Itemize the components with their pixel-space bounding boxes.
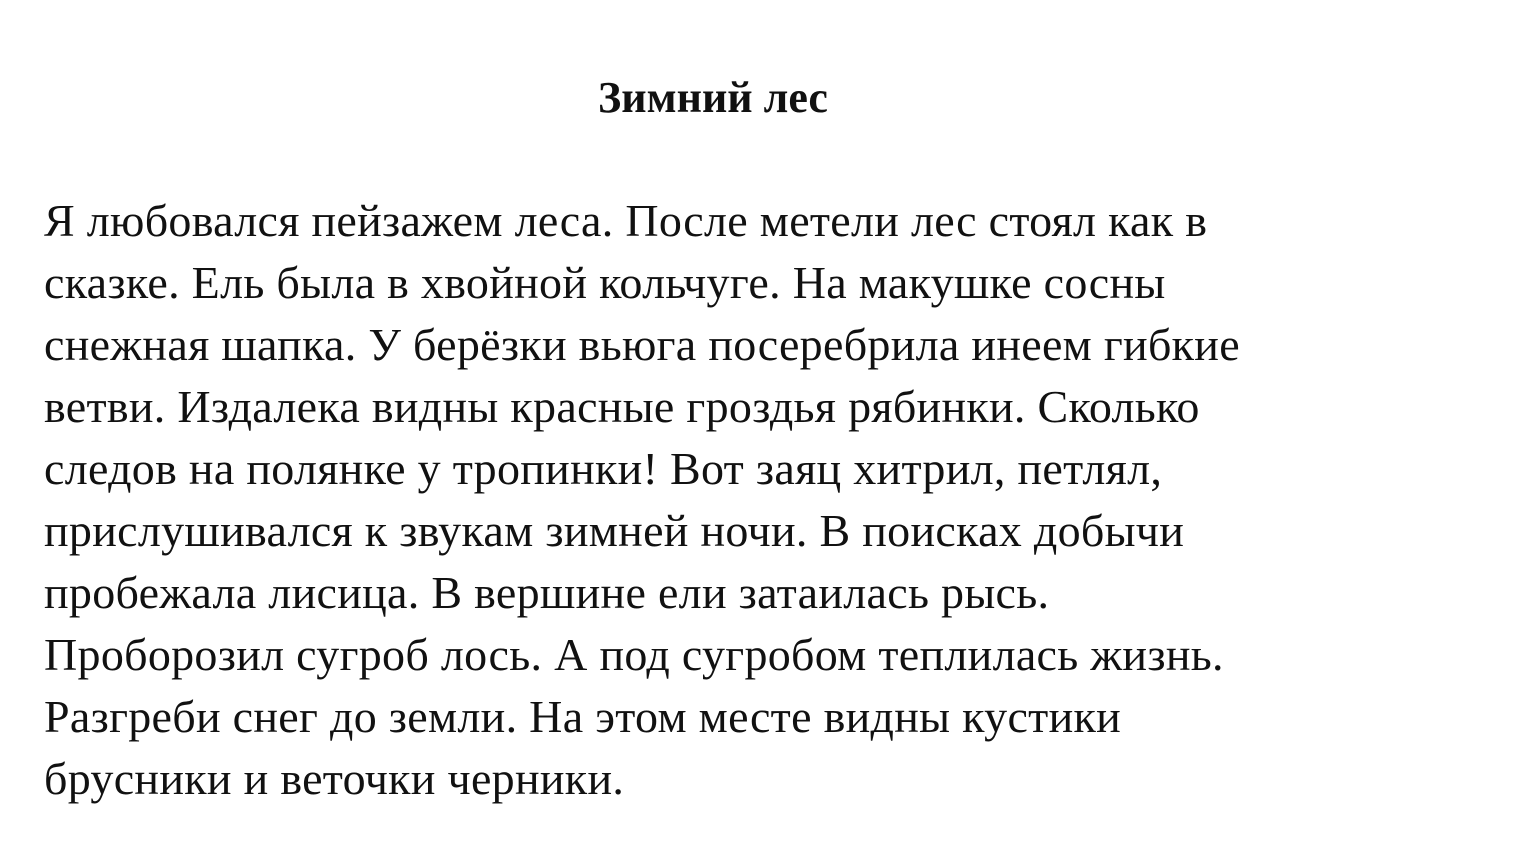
- text-line: прислушивался к звукам зимней ночи. В поисках добычи: [44, 505, 1185, 556]
- text-line: Разгреби снег до земли. На этом месте видны кустики: [44, 691, 1122, 742]
- text-line: Я любовался пейзажем леса. После метели лес стоял как в: [44, 195, 1208, 246]
- text-line: пробежала лисица. В вершине ели затаилась рысь.: [44, 567, 1050, 618]
- text-line: следов на полянке у тропинки! Вот заяц хитрил, петлял,: [44, 443, 1163, 494]
- text-line: сказке. Ель была в хвойной кольчуге. На макушке сосны: [44, 257, 1166, 308]
- document-title: Зимний лес: [598, 73, 828, 122]
- text-line: Проборозил сугроб лось. А под сугробом теплилась жизнь.: [44, 629, 1224, 680]
- text-line: ветви. Издалека видны красные гроздья рябинки. Сколько: [44, 381, 1200, 432]
- text-line: снежная шапка. У берёзки вьюга посеребрила инеем гибкие: [44, 319, 1240, 370]
- document-body: [44, 190, 1494, 810]
- text-line: брусники и веточки черники.: [44, 753, 625, 804]
